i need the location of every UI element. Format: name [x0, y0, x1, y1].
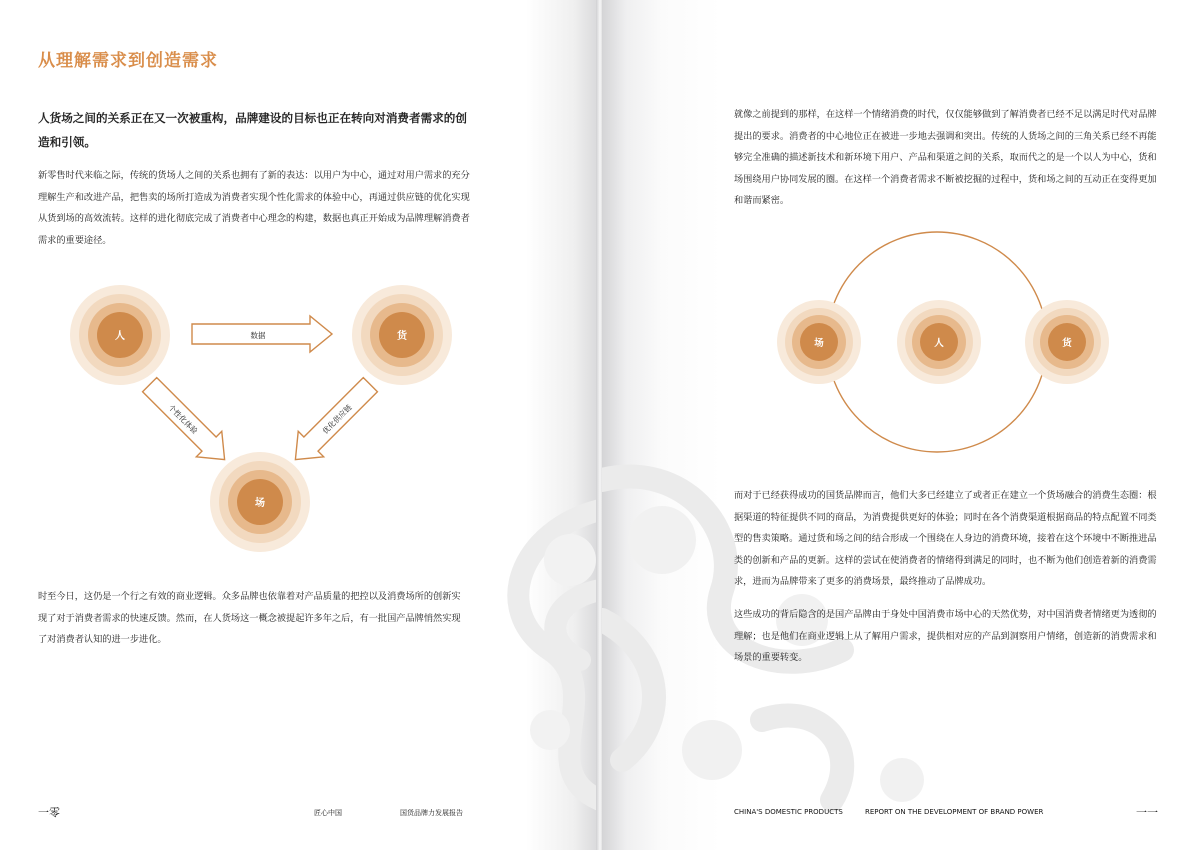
body-paragraph: 这些成功的背后隐含的是国产品牌由于身处中国消费市场中心的天然优势，对中国消费者情绪更为透彻的理解；也是他们在商业逻辑上从了解用户需求，提供相对应的产品到洞察用户情绪，创造新的消费需求和场景的重要转变。 — [734, 609, 1157, 663]
body-paragraph: 就像之前提到的那样，在这样一个情绪消费的时代，仅仅能够做到了解消费者已经不足以满足时代对品牌提出的要求。消费者的中心地位正在被进一步地去强调和突出。传统的人货场之间的三角关系已经不再能够完全准确的描述新技术和新环境下用户、产品和渠道之间的关系，取而代之的是一个以人为中心，货和场围绕用户协同发展的圈。在这样一个消费者需求不断被挖掘的过程中，货和场之间的互动正在变得更加和谐而紧密。 — [734, 109, 1157, 206]
footer-report-title: 国货品牌力发展报告 — [400, 809, 463, 817]
section-title: 从理解需求到创造需求 — [38, 51, 218, 71]
left-page — [0, 0, 598, 850]
people-goods-place-triangle-diagram — [60, 280, 470, 560]
arrow-supply-chain-label: 优化供应链 — [320, 402, 354, 436]
node-place — [777, 300, 861, 384]
arrow-personalized-experience — [137, 372, 237, 472]
node-person — [897, 300, 981, 384]
page-number: 一一 — [1136, 806, 1158, 819]
right-page — [602, 0, 1200, 850]
body-paragraph: 而对于已经获得成功的国货品牌而言，他们大多已经建立了或者正在建立一个货场融合的消费生态圈：根据渠道的特征提供不同的商品，为消费提供更好的体验；同时在各个消费渠道根据商品的特点配置不同类型的售卖策略。通过货和场之间的结合形成一个围绕在人身边的消费环境，接着在这个环境中不断推进品类的创新和产品的更新。这样的尝试在使消费者的情绪得到满足的同时，也不断为他们创造着新的消费需求，进而为品牌带来了更多的消费场景，最终推动了品牌成功。 — [734, 490, 1157, 587]
node-goods — [352, 285, 452, 385]
node-person — [70, 285, 170, 385]
node-goods-label: 货 — [1062, 338, 1072, 349]
body-paragraph: 新零售时代来临之际，传统的货场人之间的关系也拥有了新的表达：以用户为中心，通过对用户需求的充分理解生产和改进产品，把售卖的场所打造成为消费者实现个性化需求的体验中心，再通过供应链的优化实现从货到场的高效流转。这样的进化彻底完成了消费者中心理念的构建，数据也真正开始成为品牌理解消费者需求的重要途径。 — [38, 170, 470, 246]
node-goods-label: 货 — [397, 331, 407, 342]
lead-paragraph: 人货场之间的关系正在又一次被重构，品牌建设的目标也正在转向对消费者需求的创造和引领。 — [38, 111, 467, 149]
node-place-label: 场 — [814, 338, 824, 349]
arrow-data-label: 数据 — [250, 331, 266, 340]
arrow-data — [192, 316, 332, 352]
footer-label: 匠心中国 — [314, 809, 342, 817]
node-goods — [1025, 300, 1109, 384]
footer-report-title: REPORT ON THE DEVELOPMENT OF BRAND POWER — [865, 808, 1044, 816]
body-paragraph: 时至今日，这仍是一个行之有效的商业逻辑。众多品牌也依靠着对产品质量的把控以及消费场所的创新实现了对于消费者需求的快速反馈。然而，在人货场这一概念被提起许多年之后，有一批国产品牌悄然实现了对消费者认知的进一步进化。 — [38, 591, 461, 645]
people-centered-circle-diagram — [772, 228, 1122, 458]
node-person-label: 人 — [115, 331, 125, 342]
arrow-personalized-experience-label: 个性化体验 — [166, 402, 200, 436]
node-place-label: 场 — [255, 498, 265, 509]
page-number: 一零 — [38, 806, 60, 819]
footer-label: CHINA'S DOMESTIC PRODUCTS — [734, 808, 843, 816]
node-place — [210, 452, 310, 552]
arrow-supply-chain — [283, 372, 383, 472]
node-person-label: 人 — [934, 338, 944, 349]
